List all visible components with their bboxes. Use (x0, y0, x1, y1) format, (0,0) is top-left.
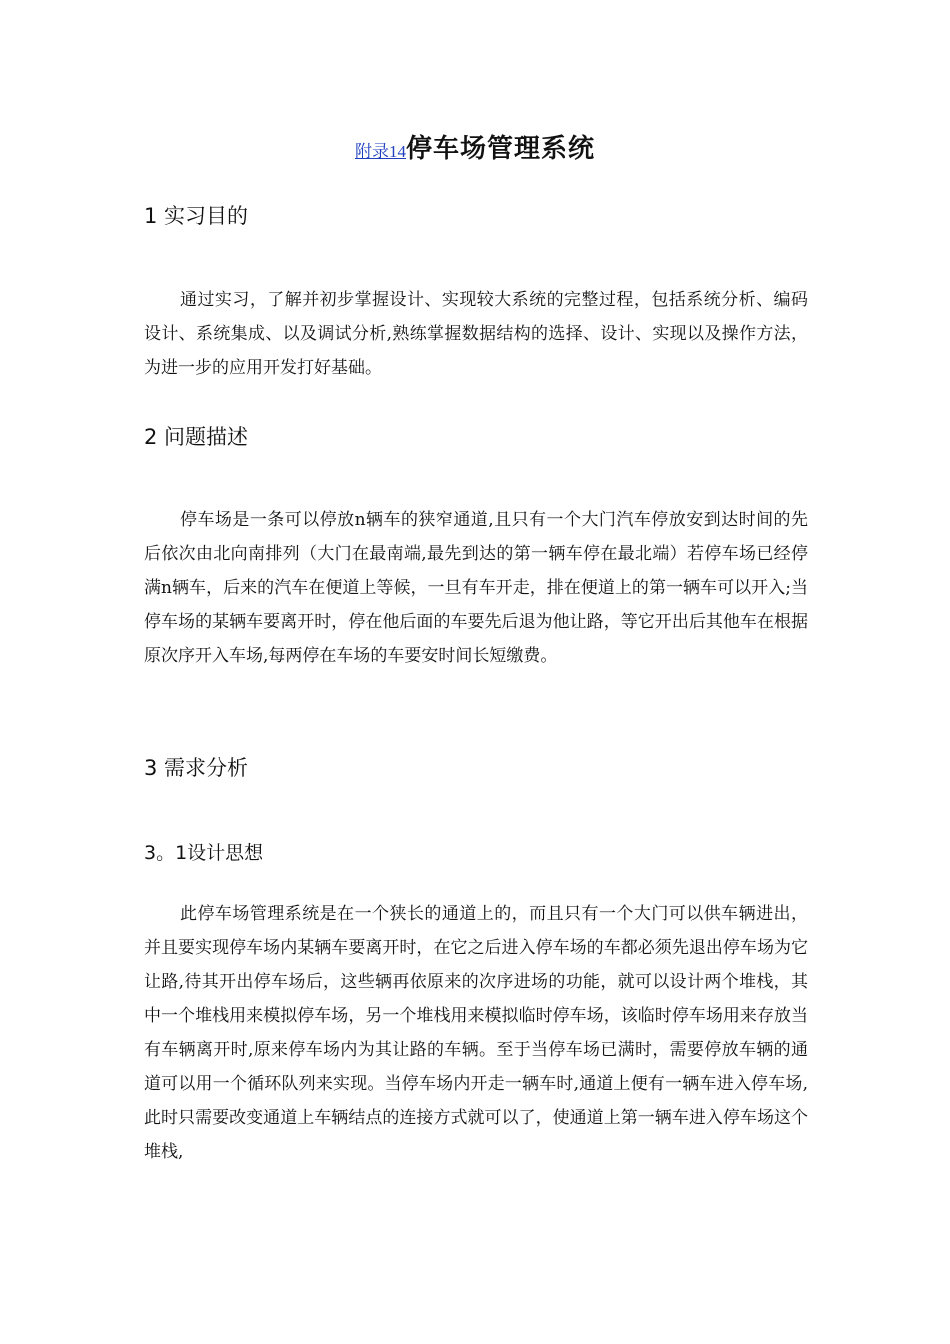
section-heading-3: 3 需求分析 (144, 756, 249, 780)
section-heading-2: 2 问题描述 (144, 425, 249, 449)
section-paragraph-1: 通过实习，了解并初步掌握设计、实现较大系统的完整过程，包括系统分析、编码设计、系统集成、以及调试分析,熟练掌握数据结构的选择、设计、实现以及操作方法，为进一步的应用开发打好基础。 (144, 290, 808, 378)
section-heading-1: 1 实习目的 (144, 204, 249, 228)
document-title (0, 128, 950, 165)
subsection-heading-3-1: 3。1设计思想 (144, 842, 264, 864)
appendix-link[interactable]: 附录14 (354, 142, 406, 161)
section-paragraph-3: 此停车场管理系统是在一个狭长的通道上的，而且只有一个大门可以供车辆进出，并且要实现停车场内某辆车要离开时，在它之后进入停车场的车都必须先退出停车场为它让路,待其开出停车场后，这些辆再依原来的次序进场的功能，就可以设计两个堆栈，其中一个堆栈用来模拟停车场，另一个堆栈用来模拟临时停车场，该临时停车场用来存放当有车辆离开时,原来停车场内为其让路的车辆。至于当停车场已满时，需要停放车辆的通道可以用一个循环队列来实现。当停车场内开走一辆车时,通道上便有一辆车进入停车场,此时只需要改变通道上车辆结点的连接方式就可以了，使通道上第一辆车进入停车场这个堆栈, (144, 904, 808, 1162)
page-title: 停车场管理系统 (405, 134, 595, 164)
section-paragraph-2: 停车场是一条可以停放n辆车的狭窄通道,且只有一个大门汽车停放安到达时间的先后依次由北向南排列（大门在最南端,最先到达的第一辆车停在最北端）若停车场已经停满n辆车，后来的汽车在便道上等候，一旦有车开走，排在便道上的第一辆车可以开入;当停车场的某辆车要离开时，停在他后面的车要先后退为他让路，等它开出后其他车在根据原次序开入车场,每两停在车场的车要安时间长短缴费。 (144, 510, 808, 666)
